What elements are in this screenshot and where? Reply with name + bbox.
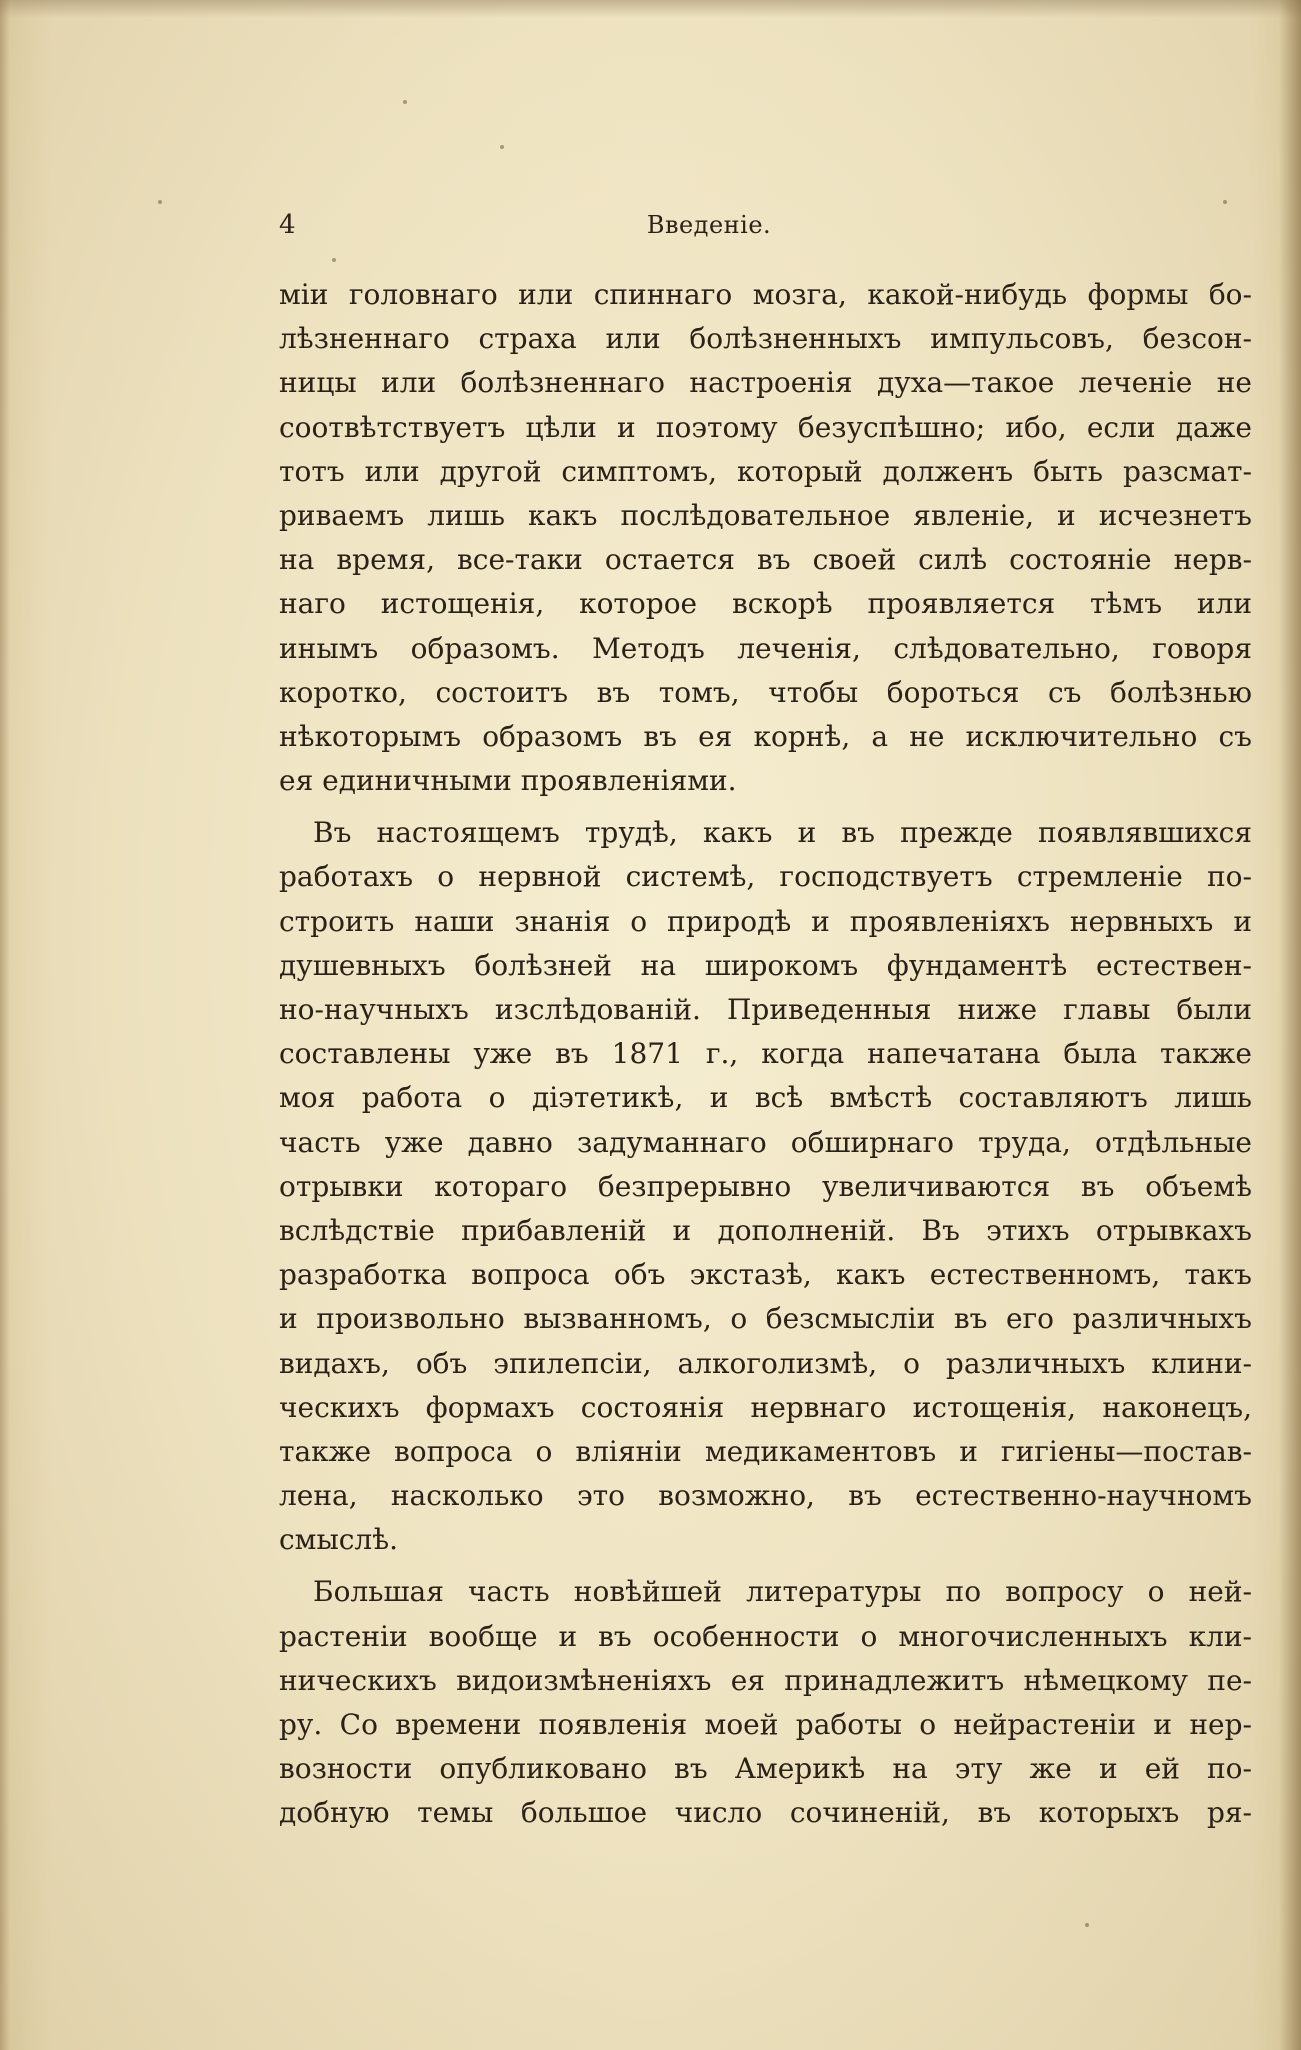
text-line: вслѣдствіе прибавленій и дополненій. Въ этихъ отрывкахъ [279, 1213, 1252, 1247]
text-line: соотвѣтствуетъ цѣли и поэтому безуспѣшно; ибо, если даже [279, 410, 1252, 444]
paper-speck [403, 100, 407, 104]
text-line: возности опубликовано въ Америкѣ на эту же и ей по- [279, 1752, 1252, 1786]
text-line: но-научныхъ изслѣдованій. Приведенныя ниже главы были [279, 993, 1252, 1026]
text-line: нѣкоторымъ образомъ въ ея корнѣ, а не исключительно съ [279, 719, 1252, 753]
text-line: часть уже давно задуманнаго обширнаго труда, отдѣльные [279, 1125, 1252, 1159]
page-header [279, 205, 1139, 245]
running-title: Введеніе. [646, 211, 772, 239]
paper-speck [1223, 200, 1227, 204]
text-line: ческихъ формахъ состоянія нервнаго истощенія, наконецъ, [279, 1390, 1252, 1424]
paragraph-gap [279, 1562, 1252, 1570]
paper-speck [1085, 1923, 1089, 1927]
text-line: составлены уже въ 1871 г., когда напечатана была также [279, 1037, 1252, 1071]
text-line: ническихъ видоизмѣненіяхъ ея принадлежитъ нѣмецкому пе- [279, 1663, 1252, 1697]
text-line: Большая часть новѣйшей литературы по вопросу о ней- [313, 1575, 1252, 1609]
text-line: видахъ, объ эпилепсіи, алкоголизмѣ, о различныхъ клини- [279, 1346, 1252, 1380]
text-line: ницы или болѣзненнаго настроенія духа—такое леченіе не [279, 366, 1252, 400]
page-left-shadow [0, 0, 10, 2050]
text-line: инымъ образомъ. Методъ леченія, слѣдовательно, говоря [279, 631, 1252, 665]
page-right-shadow [1279, 0, 1301, 2050]
text-line: работахъ о нервной системѣ, господствуетъ стремленіе по- [279, 860, 1252, 894]
text-line: коротко, состоитъ въ томъ, чтобы бороться съ болѣзнью [279, 675, 1252, 709]
text-line: Въ настоящемъ трудѣ, какъ и въ прежде появлявшихся [313, 816, 1252, 850]
body-text [279, 273, 1252, 1836]
text-line: разработка вопроса объ экстазѣ, какъ естественномъ, такъ [279, 1258, 1252, 1292]
paper-speck [500, 145, 504, 149]
text-line: наго истощенія, которое вскорѣ проявляется тѣмъ или [279, 587, 1252, 621]
text-line: растеніи вообще и въ особенности о многочисленныхъ кли- [279, 1619, 1252, 1653]
text-line: ру. Со времени появленія моей работы о нейрастеніи и нер- [279, 1708, 1252, 1741]
text-line: строить наши знанія о природѣ и проявленіяхъ нервныхъ и [279, 904, 1252, 938]
text-line: моя работа о діэтетикѣ, и всѣ вмѣстѣ составляютъ лишь [279, 1081, 1252, 1115]
paragraph-gap [279, 803, 1252, 811]
page-number: 4 [279, 210, 297, 240]
text-line: лена, насколько это возможно, въ естественно-научномъ [279, 1479, 1252, 1513]
text-line: душевныхъ болѣзней на широкомъ фундаментѣ естествен- [279, 948, 1252, 982]
text-line: смыслѣ. [279, 1523, 398, 1557]
text-line: міи головнаго или спиннаго мозга, какой-нибудь формы бо- [279, 278, 1252, 311]
page-top-shadow [0, 0, 1301, 18]
text-line: риваемъ лишь какъ послѣдовательное явленіе, и исчезнетъ [279, 498, 1252, 532]
text-line: отрывки котораго безпрерывно увеличиваются въ объемѣ [279, 1169, 1252, 1203]
paper-speck [332, 258, 336, 262]
text-line: лѣзненнаго страха или болѣзненныхъ импульсовъ, безсон- [279, 322, 1252, 356]
text-line: и произвольно вызванномъ, о безсмысліи въ его различныхъ [279, 1302, 1252, 1336]
text-line: также вопроса о вліяніи медикаментовъ и гигіены—постав- [279, 1434, 1252, 1468]
text-line: добную темы большое число сочиненій, въ которыхъ ря- [279, 1796, 1252, 1830]
text-line: на время, все-таки остается въ своей силѣ состояніе нерв- [279, 543, 1252, 577]
text-line: ея единичными проявленіями. [279, 764, 737, 798]
text-line: тотъ или другой симптомъ, который долженъ быть разсмат- [279, 454, 1252, 488]
paper-speck [158, 200, 162, 204]
